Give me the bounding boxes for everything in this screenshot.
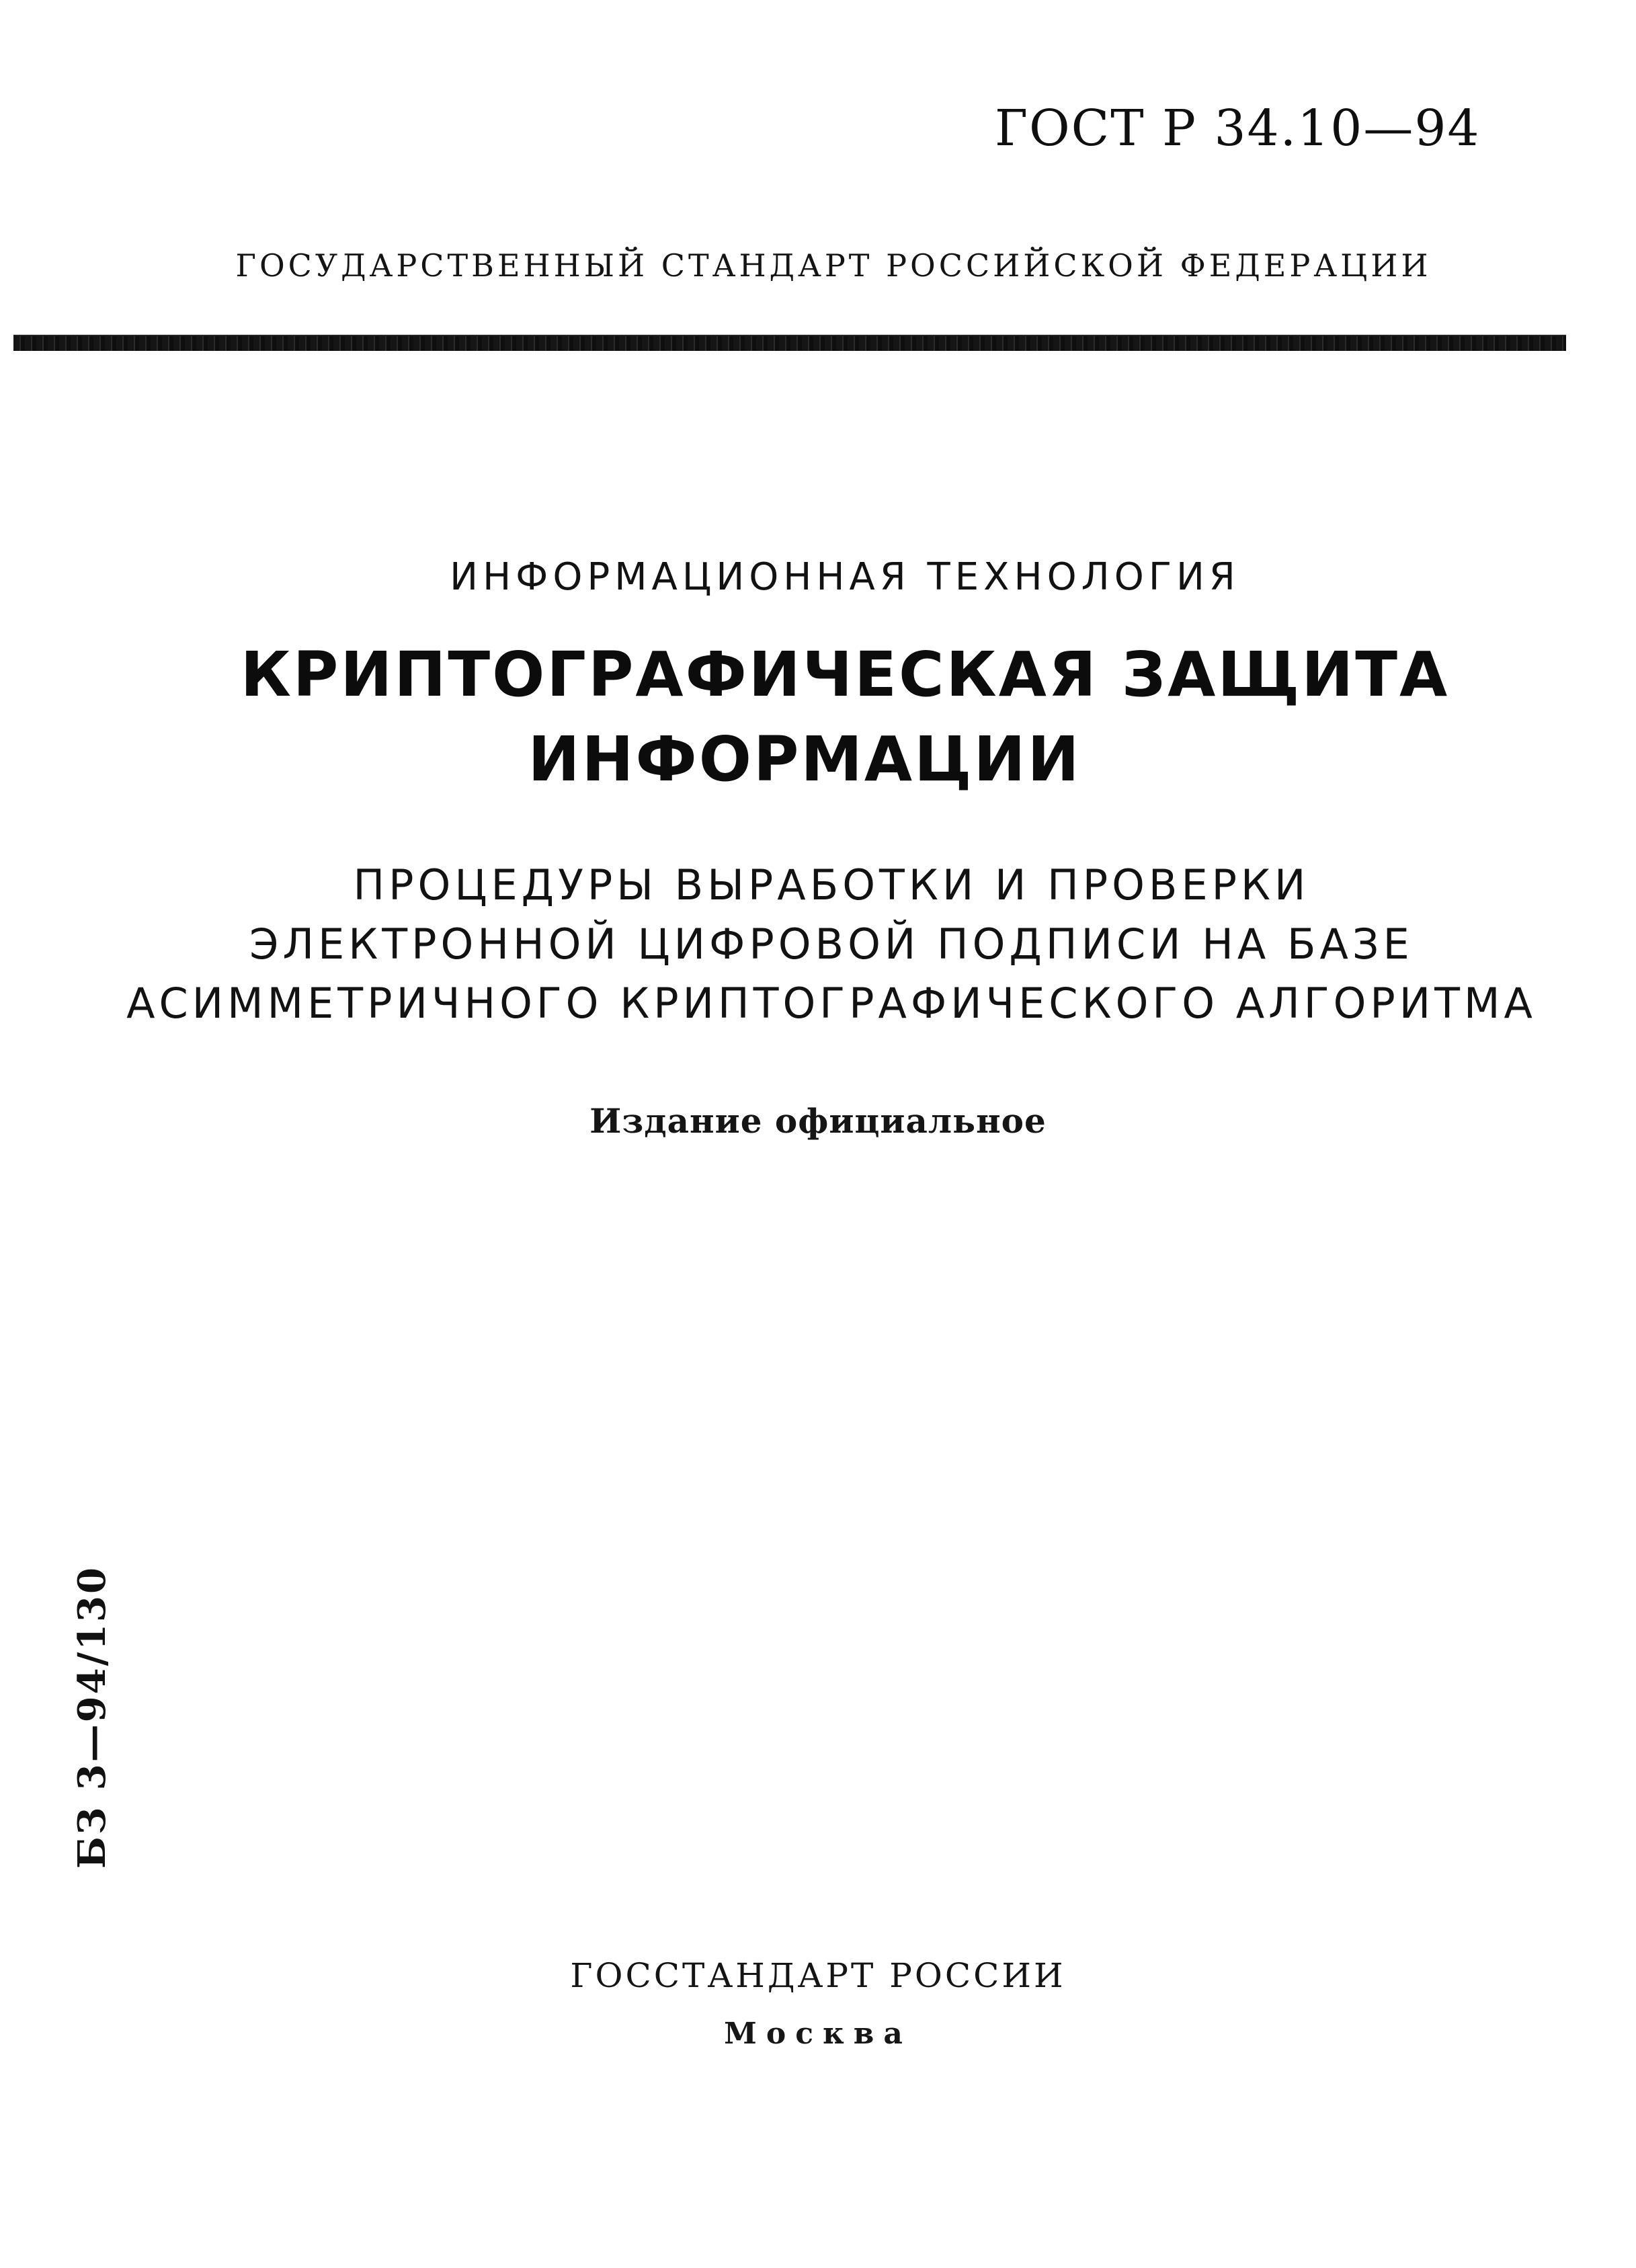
title-line-1: ИНФОРМАЦИОННАЯ ТЕХНОЛОГИЯ <box>450 555 1240 599</box>
header-rule <box>13 336 1566 351</box>
title-line-2: КРИПТОГРАФИЧЕСКАЯ ЗАЩИТА <box>240 639 1450 711</box>
side-code: БЗ 3—94/130 <box>70 1566 114 1869</box>
publisher: ГОССТАНДАРТ РОССИИ <box>570 1956 1066 1995</box>
title-line-3: ИНФОРМАЦИИ <box>528 723 1081 795</box>
gost-number: ГОСТ Р 34.10—94 <box>995 99 1481 157</box>
subtitle-line-3: АСИММЕТРИЧНОГО КРИПТОГРАФИЧЕСКОГО АЛГОРИТМА <box>126 979 1537 1028</box>
subtitle-line-1: ПРОЦЕДУРЫ ВЫРАБОТКИ И ПРОВЕРКИ <box>353 860 1310 909</box>
subtitle-line-2: ЭЛЕКТРОННОЙ ЦИФРОВОЙ ПОДПИСИ НА БАЗЕ <box>249 920 1414 969</box>
state-standard-heading: ГОСУДАРСТВЕННЫЙ СТАНДАРТ РОССИЙСКОЙ ФЕДЕРАЦИИ <box>235 247 1432 284</box>
publication-city: Москва <box>724 2017 912 2051</box>
edition-label: Издание официальное <box>589 1101 1047 1141</box>
